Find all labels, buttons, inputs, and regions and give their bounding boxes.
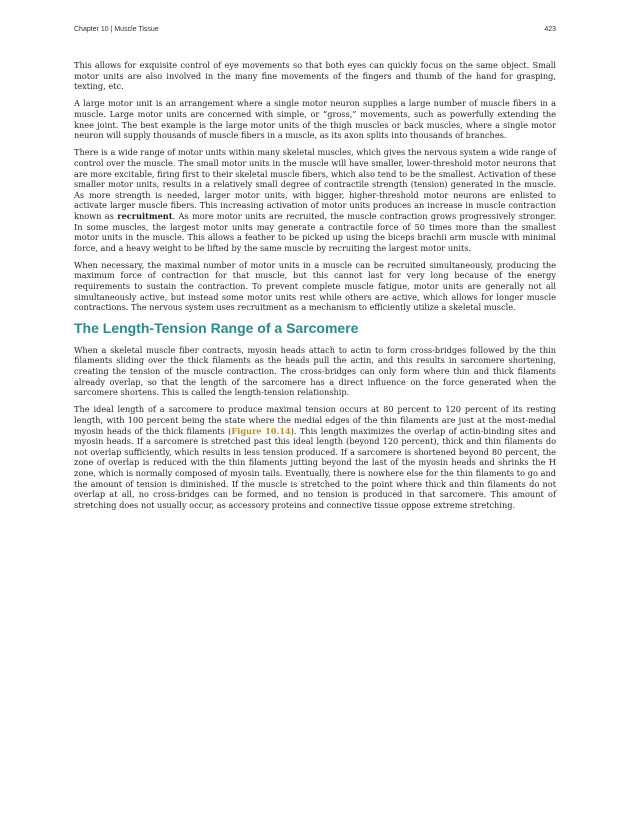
paragraph-small-motor-units: This allows for exquisite control of eye movements so that both eyes can quickly focus on the same object. Small motor units are also involved in the many fine movements of the fingers and thumb of the hand for grasping, texting, etc. [74,60,556,92]
paragraph-maximal-recruitment: When necessary, the maximal number of motor units in a muscle can be recruited simultaneously, producing the maximum force of contraction for that muscle, but this cannot last for very long because of the energy requirements to sustain the contraction. To prevent complete muscle fatigue, motor units are generally not all simultaneously active, but instead some motor units rest while others are active, which allows for longer muscle contractions. The nervous system uses recruitment as a mechanism to efficiently utilize a skeletal muscle. [74,259,556,313]
paragraph-large-motor-unit: A large motor unit is an arrangement where a single motor neuron supplies a large number of muscle fibers in a muscle. Large motor units are concerned with simple, or “gross,” movements, such as powerfully extending the knee joint. The best example is the large motor units of the thigh muscles or back muscles, where a single motor neuron will supply thousands of muscle fibers in a muscle, as its axon splits into thousands of branches. [74,98,556,141]
running-header [74,26,556,36]
section-heading: The Length-Tension Range of a Sarcomere [74,319,359,336]
paragraph-text: . As more motor units are recruited, the muscle contraction grows progressively stronger. In some muscles, the largest motor units may generate a contractile force of 50 times more than the smallest motor units in the muscle. This allows a feather to be picked up using the biceps brachii arm muscle with minimal force, and a heavy weight to be lifted by the same muscle by recruiting the largest motor units. [74,210,556,253]
chapter-title: Chapter 10 | Muscle Tissue [74,26,159,33]
figure-link[interactable]: Figure 10.14 [231,425,291,436]
paragraph-text: The ideal length of a sarcomere to produce maximal tension occurs at 80 percent to 120 percent of its resting length, with 100 percent being the state where the medial edges of the thin filaments are just at the most-medial myosin heads of the thick filaments ( [74,404,556,436]
paragraph-recruitment [74,147,556,253]
key-term-recruitment: recruitment [117,210,173,221]
paragraph-ideal-length [74,404,556,510]
paragraph-text: There is a wide range of motor units within many skeletal muscles, which gives the nervous system a wide range of control over the muscle. The small motor units in the muscle will have smaller, lower-threshold motor neurons that are more excitable, firing first to their skeletal muscle fibers, which also tend to be the smallest. Activation of these smaller motor units, results in a relatively small degree of contractile strength (tension) generated in the muscle. As more strength is needed, larger motor units, with bigger, higher-threshold motor neurons are enlisted to activate larger muscle fibers. This increasing activation of motor units produces an increase in muscle contraction known as [74,147,556,221]
paragraph-cross-bridges: When a skeletal muscle fiber contracts, myosin heads attach to actin to form cross-bridges followed by the thin filaments sliding over the thick filaments as the heads pull the actin, and this results in sarcomere shortening, creating the tension of the muscle contraction. The cross-bridges can only form where thin and thick filaments already overlap, so that the length of the sarcomere has a direct influence on the force generated when the sarcomere shortens. This is called the length-tension relationship. [74,344,556,398]
page-body [74,60,556,517]
page-number: 423 [544,26,556,33]
paragraph-text: ). This length maximizes the overlap of actin-binding sites and myosin heads. If a sarcomere is stretched past this ideal length (beyond 120 percent), thick and thin filaments do not overlap sufficiently, which results in less tension produced. If a sarcomere is shortened beyond 80 percent, the zone of overlap is reduced with the thin filaments jutting beyond the last of the myosin heads and shrinks the H zone, which is normally composed of myosin tails. Eventually, there is nowhere else for the thin filaments to go and the amount of tension is diminished. If the muscle is stretched to the point where thick and thin filaments do not overlap at all, no cross-bridges can be formed, and no tension is produced in that sarcomere. This amount of stretching does not usually occur, as accessory proteins and connective tissue oppose extreme stretching. [74,425,556,510]
